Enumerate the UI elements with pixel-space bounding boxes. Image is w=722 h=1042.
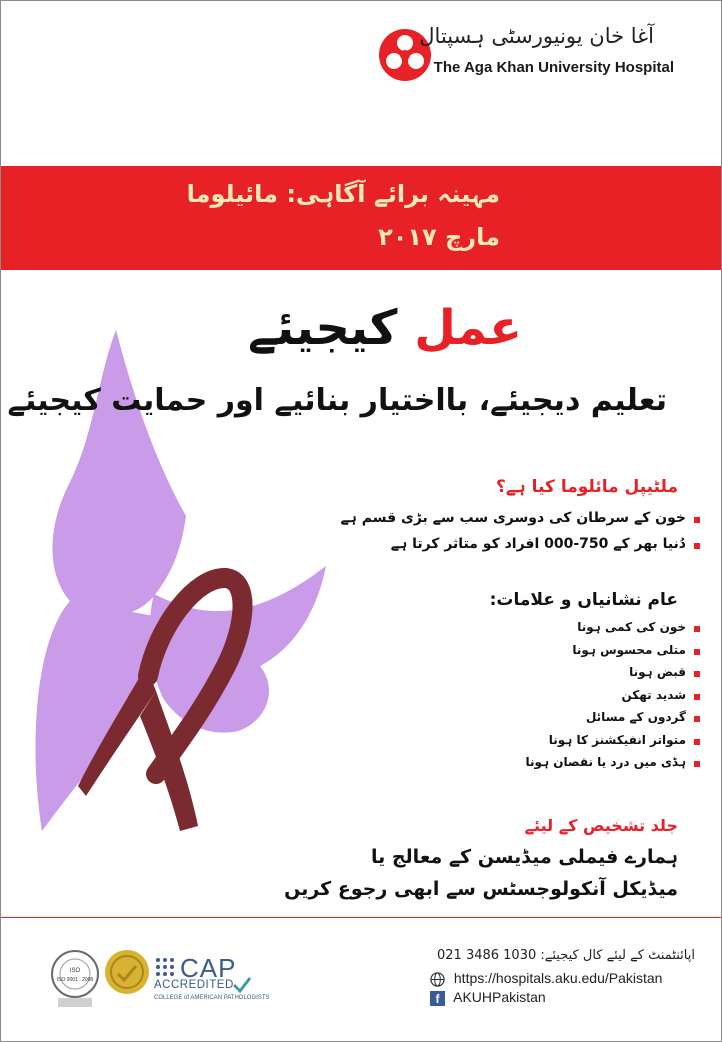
bullet-icon: [694, 739, 700, 745]
bullet-icon: [694, 716, 700, 722]
accreditation-seal-icon: [104, 948, 150, 998]
awareness-month-title: مہینہ برائے آگاہی: مائیلوما: [186, 180, 500, 208]
checkmark-icon: [232, 976, 252, 994]
cap-dots-icon: [154, 956, 176, 978]
what-is-title: ملٹیپل مائلوما کیا ہے؟: [495, 477, 678, 497]
bullet-icon: [694, 649, 700, 655]
svg-text:ISO 9001 : 2008: ISO 9001 : 2008: [56, 977, 94, 983]
cap-accredited-text: ACCREDITED: [154, 979, 234, 991]
facebook-link[interactable]: AKUHPakistan: [453, 989, 546, 1005]
globe-icon: [430, 972, 445, 987]
what-is-list: [340, 510, 686, 562]
list-item: ہڈی میں درد یا نقصان ہونا: [526, 755, 687, 778]
website-link[interactable]: https://hospitals.aku.edu/Pakistan: [453, 970, 663, 986]
list-item: گردوں کے مسائل: [526, 710, 687, 733]
bullet-icon: [694, 626, 700, 632]
footer-divider: [1, 917, 721, 918]
list-item: خون کے سرطان کی دوسری سب سے بڑی قسم ہے: [340, 510, 686, 536]
hospital-name-urdu: آغا خان یونیورسٹی ہسپتال: [419, 24, 654, 48]
bullet-icon: [694, 671, 700, 677]
headline-red-word: عمل: [414, 300, 522, 356]
diagnosis-line-2: میڈیکل آنکولوجسٹس سے ابھی رجوع کریں: [284, 878, 678, 900]
bullet-icon: [694, 761, 700, 767]
bullet-icon: [694, 517, 700, 523]
list-item: دُنیا بھر کے 750-000 افراد کو متاثر کرتا ہے: [340, 536, 686, 562]
symptoms-list: [526, 620, 687, 778]
appointment-line: [437, 948, 695, 963]
butterfly-upper-wing: [52, 330, 186, 616]
list-item: متواتر انفیکشنز کا ہونا: [526, 733, 687, 756]
bullet-icon: [694, 543, 700, 549]
list-item: قبض ہونا: [526, 665, 687, 688]
cap-wordmark: CAP: [180, 953, 237, 983]
headline-black-word: کیجیئے: [248, 300, 398, 356]
appointment-label: اپائنٹمنٹ کے لیئے کال کیجیئے:: [540, 948, 695, 963]
list-item: متلی محسوس ہونا: [526, 643, 687, 666]
bullet-icon: [694, 694, 700, 700]
headline-act: [248, 300, 522, 356]
svg-text:ISO: ISO: [69, 968, 81, 974]
diagnosis-title: جلد تشخیص کے لیئے: [524, 816, 678, 835]
iso-certification-badge: [50, 948, 100, 1010]
cap-accredited-logo: [154, 952, 270, 1008]
facebook-line: [430, 989, 546, 1006]
facebook-icon: f: [430, 991, 445, 1006]
awareness-date: مارچ ۲۰۱۷: [378, 223, 500, 251]
headline-tagline: تعلیم دیجیئے، بااختیار بنائیے اور حمایت کیجیئے: [7, 383, 667, 418]
diagnosis-line-1: ہمارے فیملی میڈیسن کے معالج یا: [370, 846, 678, 868]
hospital-logo: [364, 18, 674, 90]
appointment-phone[interactable]: 021 3486 1030: [437, 948, 537, 963]
website-line: [430, 970, 662, 987]
symptoms-title: عام نشانیاں و علامات:: [489, 590, 678, 610]
list-item: شدید تھکن: [526, 688, 687, 711]
list-item: خون کی کمی ہونا: [526, 620, 687, 643]
hospital-name-english: The Aga Khan University Hospital: [433, 59, 674, 76]
cap-college-text: COLLEGE of AMERICAN PATHOLOGISTS: [154, 995, 270, 1001]
